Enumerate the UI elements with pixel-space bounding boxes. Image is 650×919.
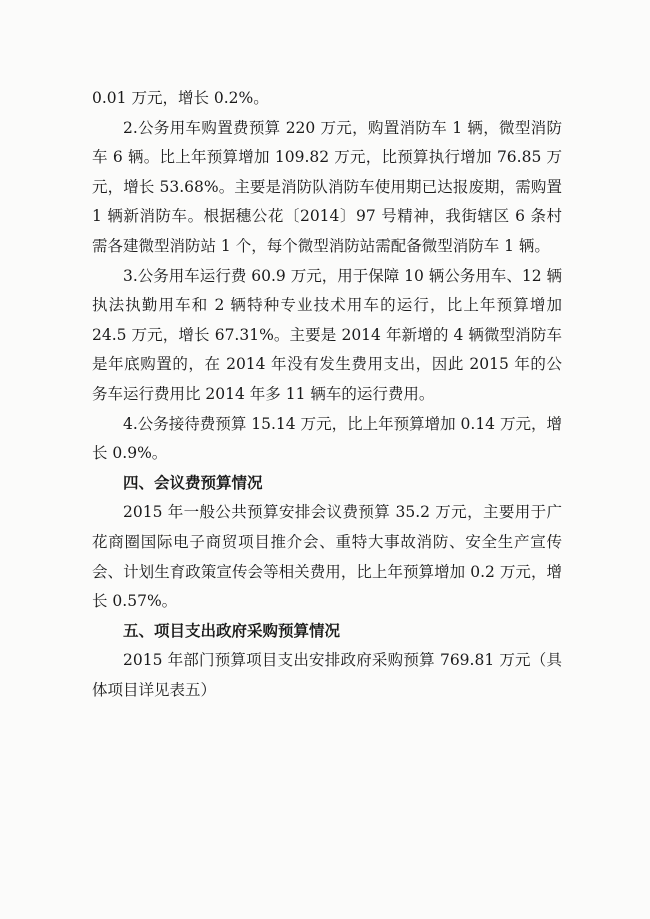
paragraph-procurement: 2015 年部门预算项目支出安排政府采购预算 769.81 万元（具体项目详见表五） <box>92 651 562 699</box>
paragraph-vehicle-operation: 3.公务用车运行费 60.9 万元，用于保障 10 辆公务用车、12 辆执法执勤用车和 2 辆特种专业技术用车的运行，比上年预算增加 24.5 万元，增长 67.31%。主要是 2014 年新增的 4 辆微型消防车是年底购置的，在 2014 年没有发生费用支出，因此 2015 年的公务车运行费用比 2014 年多 11 辆车的运行费用。 <box>92 266 562 403</box>
paragraph-meeting: 2015 年一般公共预算安排会议费预算 35.2 万元，主要用于广花商圈国际电子商贸项目推介会、重特大事故消防、安全生产宣传会、计划生育政策宣传会等相关费用，比上年预算增加 0.2 万元，增长 0.57%。 <box>92 503 562 611</box>
document-body <box>92 84 562 705</box>
paragraph-reception: 4.公务接待费预算 15.14 万元，比上年预算增加 0.14 万元，增长 0.9%。 <box>92 414 562 463</box>
section-heading-procurement: 五、项目支出政府采购预算情况 <box>123 621 341 640</box>
paragraph-continuation: 0.01 万元，增长 0.2%。 <box>92 89 269 107</box>
paragraph-vehicle-purchase: 2.公务用车购置费预算 220 万元，购置消防车 1 辆，微型消防车 6 辆。比上年预算增加 109.82 万元，比预算执行增加 76.85 万元，增长 53.68%。主要是消防队消防车使用期已达报废期，需购置 1 辆新消防车。根据穗公花〔2014〕97 号精神，我街辖区 6 条村需各建微型消防站 1 个，每个微型消防站需配备微型消防车 1 辆。 <box>92 118 562 255</box>
section-heading-meeting: 四、会议费预算情况 <box>123 473 263 492</box>
